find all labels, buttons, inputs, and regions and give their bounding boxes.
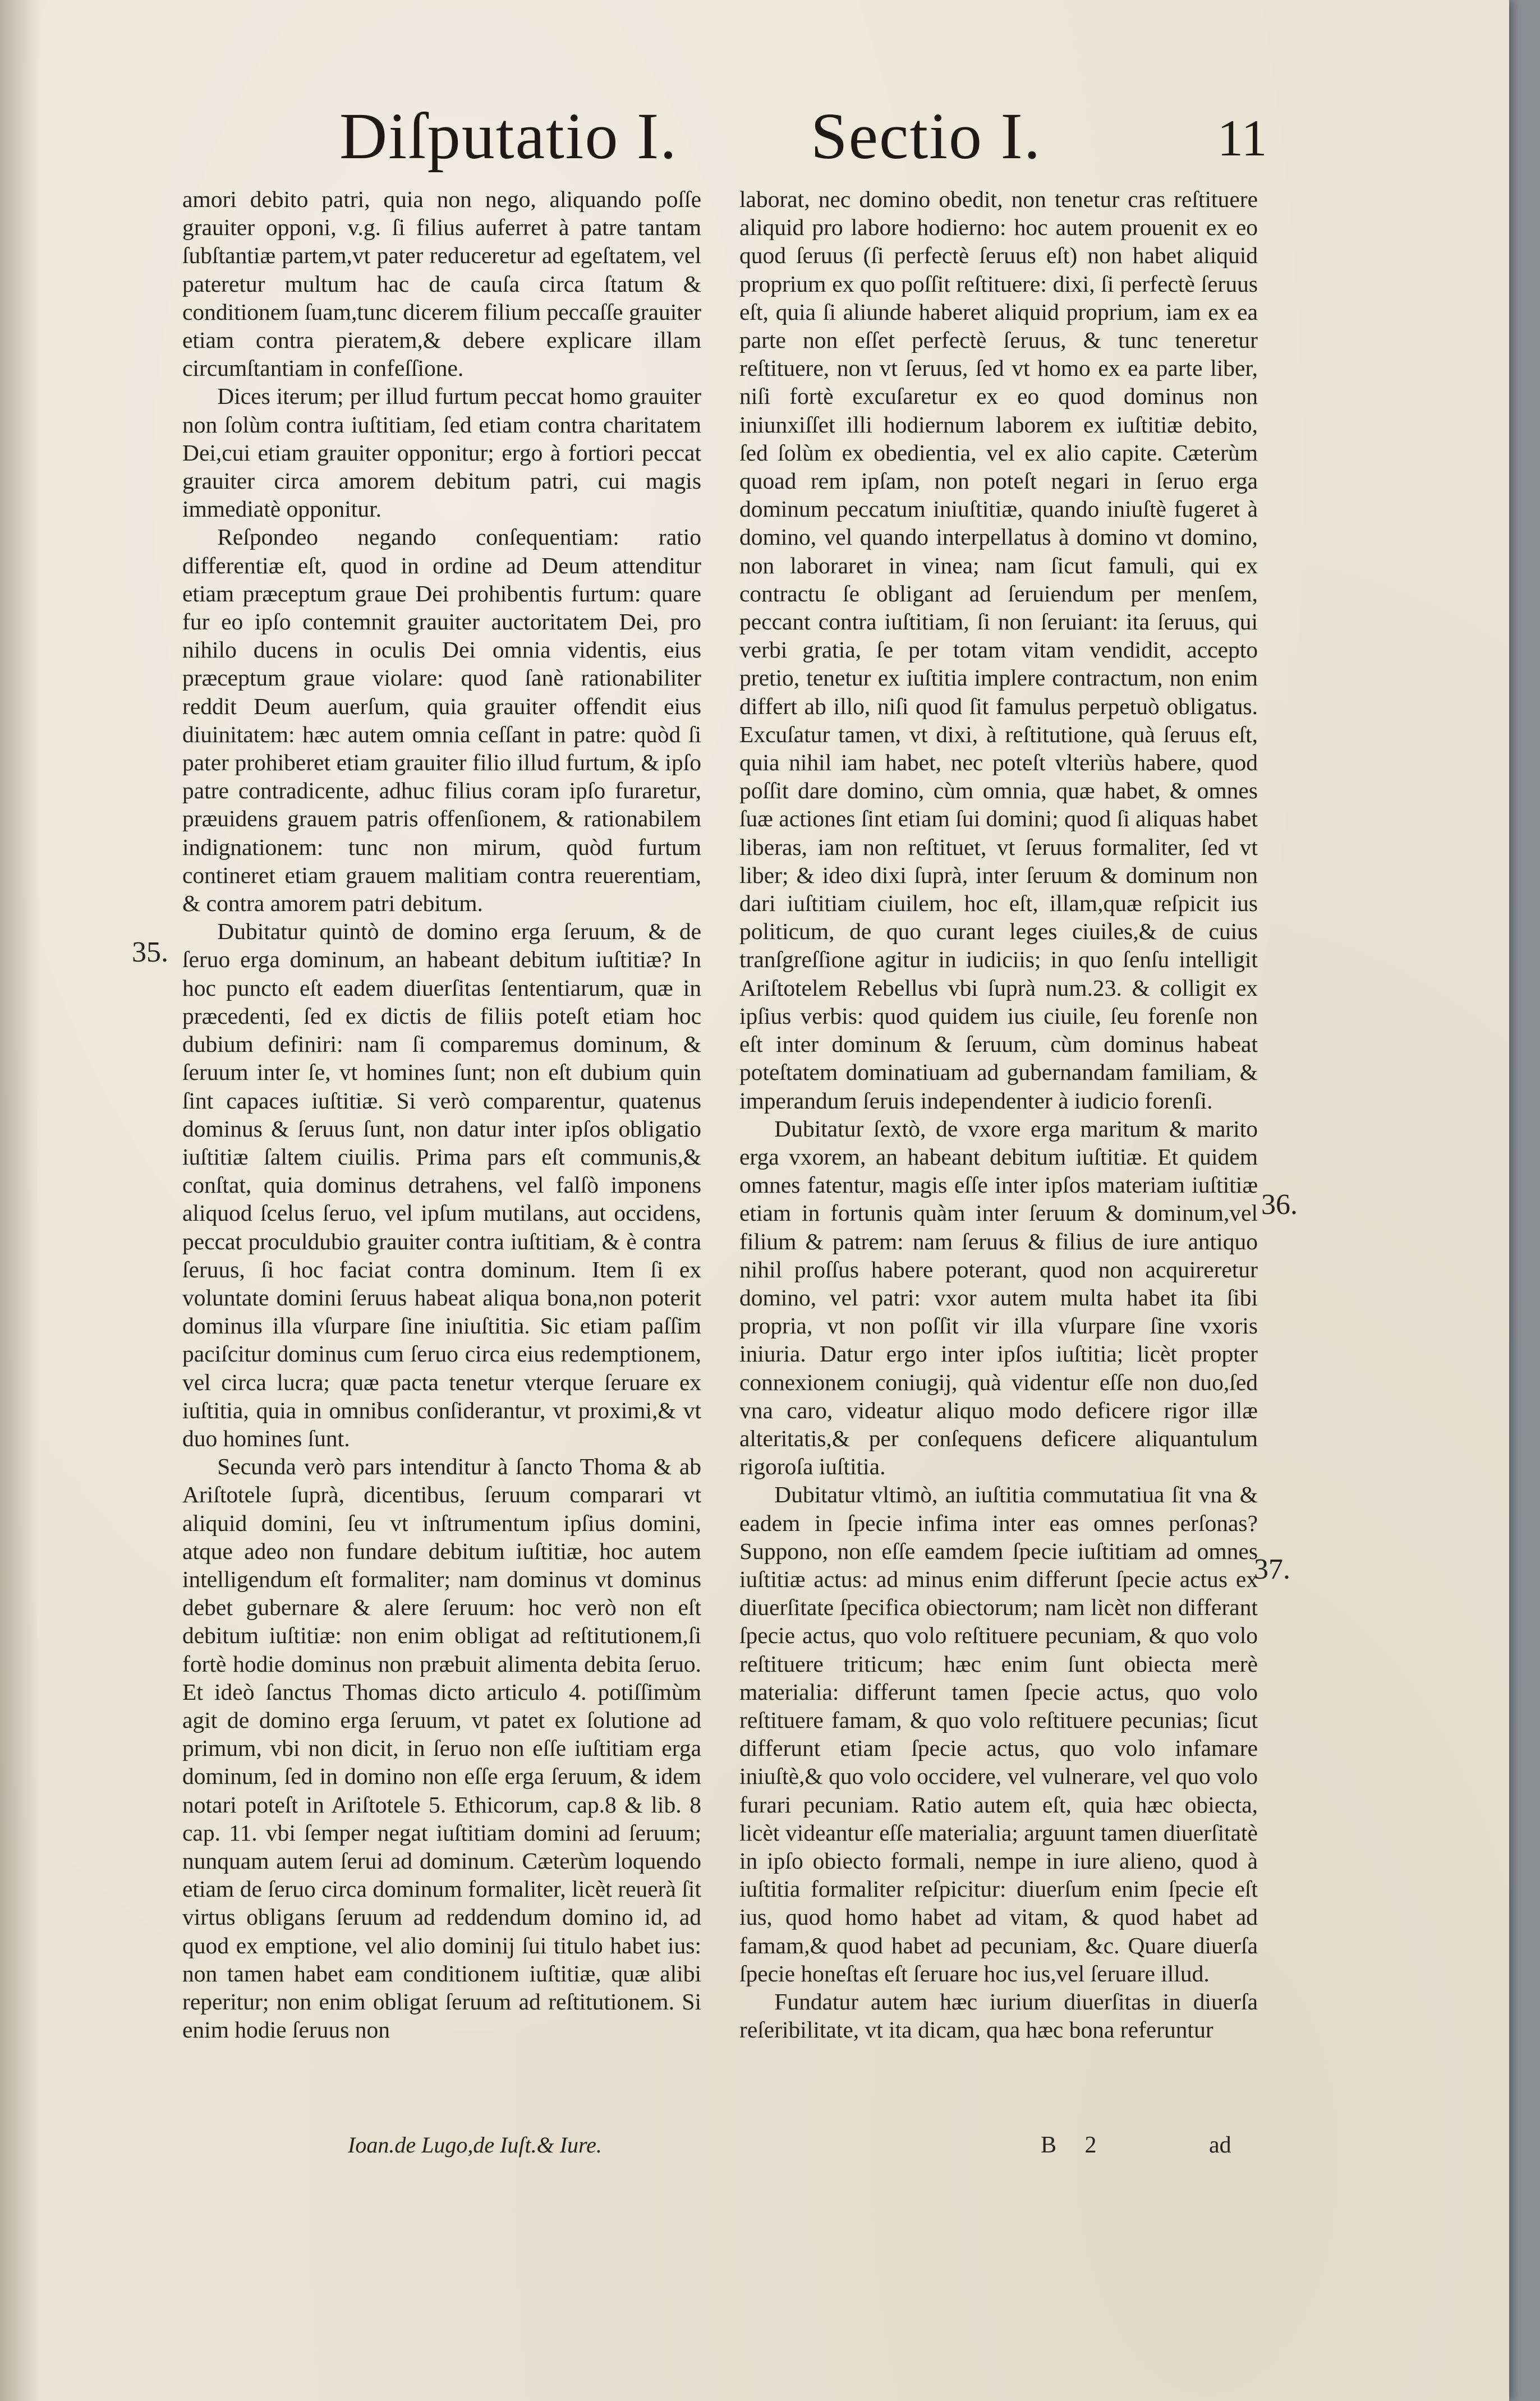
paragraph: Secunda verò pars intenditur à ſancto Thoma & ab Ariſtotele ſuprà, dicentibus, ſeruum comparari vt aliquid domini, ſeu vt inſtrumentum ipſius domini, atque adeo non fundare debitum iuſtitiæ, hoc autem intelligendum eſt formaliter; nam dominus vt dominus debet gubernare & alere ſeruum: hoc verò non eſt debitum iuſtitiæ: non enim obligat ad reſtitutionem,ſi fortè hodie dominus non præbuit alimenta debita ſeruo. Et ideò ſanctus Thomas dicto articulo 4. potiſſimùm agit de domino erga ſeruum, vt patet ex ſolutione ad primum, vbi non dicit, in ſeruo non eſſe iuſtitiam erga dominum, ſed in domino non eſſe erga ſeruum, & idem notari poteſt in Ariſtotele 5. Ethicorum, cap.8 & lib. 8 cap. 11. vbi ſemper negat iuſtitiam domini ad ſeruum; nunquam autem ſerui ad dominum. Cæterùm loquendo etiam de ſeruo circa dominum formaliter, licèt reuerà ſit virtus obligans ſeruum ad reddendum domino id, ad quod ex emptione, vel alio dominij ſui titulo habet ius: non tamen habet eam conditionem iuſtitiæ, quæ alibi reperitur; non enim obligat ſeruum ad reſtitutionem. Si enim hodie ſeruus non bbox=[182, 1454, 701, 2043]
margin-number-37: 37. bbox=[1254, 1553, 1290, 1585]
paragraph: laborat, nec domino obedit, non tenetur cras reſtituere aliquid pro labore hodierno: hoc autem prouenit ex eo quod ſeruus (ſi perfectè ſeruus eſt) non habet aliquid proprium ex quo poſſit reſtituere: dixi, ſi perfectè ſeruus eſt, quia ſi aliunde haberet aliquid proprium, iam ex ea parte non eſſet perfectè ſeruus, & tunc teneretur reſtituere, non vt ſeruus, ſed vt homo ex ea parte liber, niſi fortè excuſaretur ex eo quod dominus non iniunxiſſet illi hodiernum laborem ex iuſtitiæ debito, ſed ſolùm ex obedientia, vel ex alio capite. Cæterùm quoad rem ipſam, non poteſt negari in ſeruo erga dominum peccatum iniuſtitiæ, quando iniuſtè fugeret à domino, vel quando interpellatus à domino vt domino, non laboraret in vinea; nam ſicut famuli, qui ex contractu ſe obligant ad ſeruiendum per menſem, peccant contra iuſtitiam, ſi non ſeruiant: ita ſeruus, qui verbi gratia, ſe per totam vitam vendidit, accepto pretio, tenetur ex iuſtitia implere contractum, non enim differt ab illo, niſi quod ſit famulus perpetuò obligatus. Excuſatur tamen, vt dixi, à reſtitutione, quà ſeruus eſt, quia nihil iam habet, nec poteſt vlteriùs habere, quod poſſit dare domino, cùm omnia, quæ habet, & omnes ſuæ actiones ſint etiam ſui domini; quod ſi aliquas habet liberas, iam non reſtituet, vt ſeruus formaliter, ſed vt liber; & ideo dixi ſuprà, inter ſeruum & dominum non dari iuſtitiam ciuilem, hoc eſt, illam,quæ reſpicit ius politicum, de quo curant leges ciuiles,& de cuius tranſgreſſione agitur in iudiciis; in quo ſenſu intelligit Ariſtotelem Rebellus vbi ſuprà num.23. & colligit ex ipſius verbis: quod quidem ius ciuile, ſeu forenſe non eſt inter dominum & ſeruum, cùm dominus habeat poteſtatem dominatiuam ad gubernandam familiam, & imperandum ſeruis independenter à iudicio forenſi. bbox=[739, 186, 1258, 1114]
margin-number-36: 36. bbox=[1261, 1189, 1298, 1221]
paragraph: Fundatur autem hæc iurium diuerſitas in diuerſa reſeribilitate, vt ita dicam, qua hæc bona referuntur bbox=[739, 1989, 1258, 2043]
page-number: 11 bbox=[1217, 109, 1267, 167]
left-text-column bbox=[182, 185, 701, 2044]
margin-number-35: 35. bbox=[132, 936, 168, 968]
paragraph: Dubitatur ſextò, de vxore erga maritum & marito erga vxorem, an habeant debitum iuſtitiæ. Et quidem omnes fatentur, magis eſſe inter ipſos materiam iuſtitiæ etiam in fortunis quàm inter ſeruum & dominum,vel filium & patrem: nam ſeruus & filius de iure antiquo nihil proſſus habere poterant, quod non acquireretur domino, vel patri: vxor autem multa habet ita ſibi propria, vt non poſſit vir illa vſurpare ſine vxoris iniuria. Datur ergo inter ipſos iuſtitia; licèt propter connexionem coniugij, quà videntur eſſe non duo,ſed vna caro, videatur aliquo modo deficere rigor illæ alteritatis,& per conſequens deficere aliquantulum rigoroſa iuſtitia. bbox=[739, 1115, 1258, 1480]
page-gutter-shadow bbox=[0, 0, 39, 2401]
signature-mark: B 2 bbox=[1041, 2132, 1097, 2158]
header-left-title: Diſputatio I. bbox=[339, 99, 678, 173]
header-right-title: Sectio I. bbox=[811, 99, 1042, 173]
running-header bbox=[0, 98, 1509, 182]
paragraph: Reſpondeo negando conſequentiam: ratio differentiæ eſt, quod in ordine ad Deum attenditur etiam præceptum graue Dei prohibentis furtum: quare fur eo ipſo contemnit grauiter auctoritatem Dei, pro nihilo ducens in oculis Dei omnia videntis, eius præceptum graue violare: quod ſanè rationabiliter reddit Deum auerſum, quia grauiter offendit eius diuinitatem: hæc autem omnia ceſſant in patre: quòd ſi pater prohiberet etiam grauiter filio illud furtum, & ipſo patre contradicente, adhuc filius coram ipſo furaretur, præuidens grauem patris offenſionem, & rationabilem indignationem: tunc non mirum, quòd furtum contineret etiam grauem malitiam contra reuerentiam, & contra amorem patri debitum. bbox=[182, 524, 701, 917]
right-text-column bbox=[739, 185, 1258, 2044]
paragraph: Dubitatur vltimò, an iuſtitia commutatiua ſit vna & eadem in ſpecie infima inter eas omnes perſonas? Suppono, non eſſe eamdem ſpecie iuſtitiam ad omnes iuſtitiæ actus: ad minus enim differunt ſpecie actus ex diuerſitate ſpecifica obiectorum; nam licèt non differant ſpecie actus, quo volo reſtituere pecuniam, & quo volo reſtituere triticum; hæc enim ſunt obiecta merè materialia: differunt tamen ſpecie actus, quo volo reſtituere famam, & quo volo reſtituere pecunias; ſicut differunt etiam ſpecie actus, quo volo infamare iniuſtè,& quo volo occidere, vel vulnerare, vel quo volo furari pecuniam. Ratio autem eſt, quia hæc obiecta, licèt videantur eſſe materialia; arguunt tamen diuerſitatè in ipſo obiecto formali, nempe in iure alieno, quod à iuſtitia formaliter reſpicitur: diuerſum enim ſpecie eſt ius, quod homo habet ad vitam, & quod habet ad famam,& quod habet ad pecuniam, &c. Quare diuerſa ſpecie honeſtas eſt ſeruare hoc ius,vel ſeruare illud. bbox=[739, 1482, 1258, 1986]
footer-author-line: Ioan.de Lugo,de Iuſt.& Iure. bbox=[348, 2132, 602, 2158]
paragraph: Dices iterum; per illud furtum peccat homo grauiter non ſolùm contra iuſtitiam, ſed etiam contra charitatem Dei,cui etiam grauiter opponitur; ergo à fortiori peccat grauiter circa amorem debitum patri, cui magis immediatè opponitur. bbox=[182, 383, 701, 522]
paragraph: Dubitatur quintò de domino erga ſeruum, & de ſeruo erga dominum, an habeant debitum iuſtitiæ? In hoc puncto eſt eadem diuerſitas ſententiarum, quæ in præcedenti, ſed ex dictis de filiis poteſt etiam hoc dubium definiri: nam ſi comparemus dominum, & ſeruum inter ſe, vt homines ſunt; non eſt dubium quin ſint capaces iuſtitiæ. Si verò comparentur, quatenus dominus & ſeruus ſunt, non datur inter ipſos obligatio iuſtitiæ ſaltem ciuilis. Prima pars eſt communis,& conſtat, quia dominus detrahens, vel falſò imponens aliquod ſcelus ſeruo, vel ipſum mutilans, aut occidens, peccat proculdubio grauiter contra iuſtitiam, & è contra ſeruus, ſi hoc faciat contra dominum. Item ſi ex voluntate domini ſeruus habeat aliqua bona,non poterit dominus illa vſurpare ſine iniuſtitia. Sic etiam paſſim paciſcitur dominus cum ſeruo circa eius redemptionem, vel circa lucra; quæ pacta tenetur vterque ſeruare ex iuſtitia, quia in omnibus conſiderantur, vt proximi,& vt duo homines ſunt. bbox=[182, 918, 701, 1451]
paragraph: amori debito patri, quia non nego, aliquando poſſe grauiter opponi, v.g. ſi filius auferret à patre tantam ſubſtantiæ partem,vt pater reduceretur ad egeſtatem, vel pateretur multum hac de cauſa circa ſtatum & conditionem ſuam,tunc dicerem filium peccaſſe grauiter etiam contra pieratem,& debere explicare illam circumſtantiam in confeſſione. bbox=[182, 186, 701, 381]
catchword: ad bbox=[1209, 2132, 1231, 2158]
